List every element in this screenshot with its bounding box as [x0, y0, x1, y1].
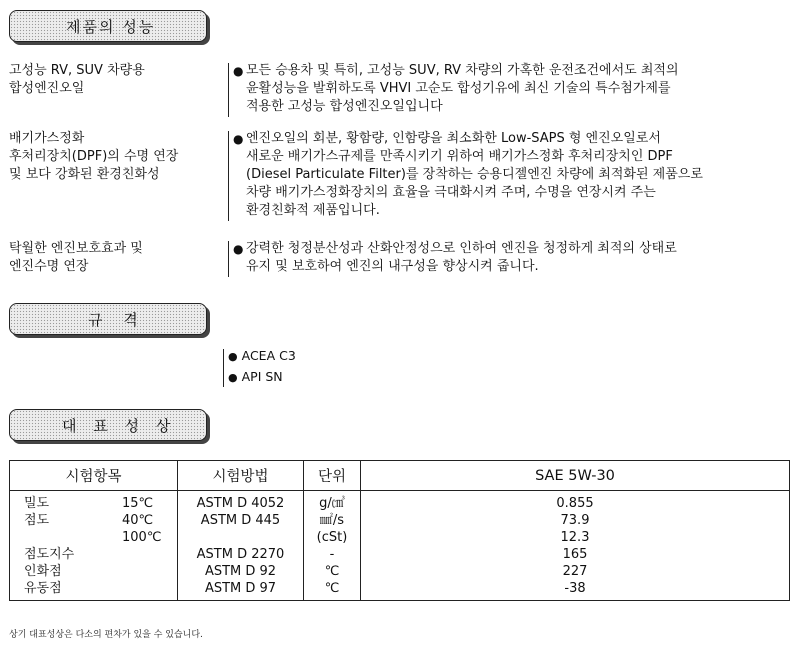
- performance-row: [9, 130, 794, 222]
- section-header-spec: [9, 303, 207, 335]
- item-cell: 유동점: [10, 580, 178, 601]
- performance-row: [9, 240, 794, 278]
- column-header: 단위: [304, 461, 361, 491]
- unit-cell: g/㎤: [304, 491, 361, 513]
- performance-description: ● 모든 승용차 및 특히, 고성능 SUV, RV 차량의 가혹한 운전조건에서도 최적의 윤활성능을 발휘하도록 VHVI 고순도 합성기유에 최신 기술의 특수첨가제를 적용한 고성능 합성엔진오일입니다: [233, 63, 679, 114]
- table-row: [10, 580, 790, 601]
- section-header-properties: [9, 409, 207, 441]
- value-cell: 12.3: [361, 529, 790, 546]
- method-cell: ASTM D 445: [178, 512, 304, 529]
- item-cell: 점도 40℃: [10, 512, 178, 529]
- bullet-icon: ●: [233, 242, 244, 256]
- divider-line: [223, 349, 224, 387]
- method-cell: ASTM D 97: [178, 580, 304, 601]
- table-row: [10, 546, 790, 563]
- unit-cell: ℃: [304, 563, 361, 580]
- performance-label: 고성능 RV, SUV 차량용 합성엔진오일: [9, 63, 145, 96]
- properties-table: [9, 460, 790, 601]
- method-cell: ASTM D 4052: [178, 491, 304, 513]
- column-header: SAE 5W-30: [361, 461, 790, 491]
- performance-row: [9, 62, 794, 118]
- table-row: [10, 491, 790, 513]
- performance-label: 탁월한 엔진보호효과 및 엔진수명 연장: [9, 241, 143, 274]
- table-header-row: [10, 461, 790, 491]
- unit-cell: ℃: [304, 580, 361, 601]
- section-title-spec: 규 격: [88, 311, 146, 329]
- section-title-performance: 제품의 성능: [66, 18, 156, 36]
- value-cell: 227: [361, 563, 790, 580]
- method-cell: ASTM D 92: [178, 563, 304, 580]
- spec-item: ● API SN: [228, 369, 283, 384]
- item-cell: 밀도 15℃: [10, 491, 178, 513]
- performance-description: ● 강력한 청정분산성과 산화안정성으로 인하여 엔진을 청정하게 최적의 상태로 유지 및 보호하여 엔진의 내구성을 향상시켜 줍니다.: [233, 241, 677, 274]
- bullet-icon: ●: [233, 132, 244, 146]
- item-cell: 인화점: [10, 563, 178, 580]
- method-cell: ASTM D 2270: [178, 546, 304, 563]
- method-cell: [178, 529, 304, 546]
- column-header: 시험항목: [10, 461, 178, 491]
- performance-description: ● 엔진오일의 회분, 황함량, 인함량을 최소화한 Low-SAPS 형 엔진오일로서 새로운 배기가스규제를 만족시키기 위하여 배기가스정화 후처리장치인 DPF (Diesel Particulate Filter)를 장착하는 승용디젤엔진 차량에 최적화된 제품으로 차량 배기가스정화장치의 효율을 극대화시켜 주며, 수명을 연장시켜 주는 환경친화적 제품입니다.: [233, 131, 703, 218]
- section-header-performance: [9, 10, 207, 42]
- performance-label: 배기가스정화 후처리장치(DPF)의 수명 연장 및 보다 강화된 환경친화성: [9, 131, 179, 182]
- item-cell: 점도지수: [10, 546, 178, 563]
- value-cell: -38: [361, 580, 790, 601]
- spec-item: ● ACEA C3: [228, 348, 296, 363]
- table-row: [10, 529, 790, 546]
- value-cell: 165: [361, 546, 790, 563]
- unit-cell: (cSt): [304, 529, 361, 546]
- divider-line: [228, 241, 229, 277]
- table-row: [10, 563, 790, 580]
- section-title-properties: 대 표 성 상: [62, 417, 177, 435]
- value-cell: 73.9: [361, 512, 790, 529]
- bullet-icon: ●: [228, 350, 238, 363]
- spec-list: [228, 346, 296, 388]
- bullet-icon: ●: [228, 371, 238, 384]
- unit-cell: ㎟/s: [304, 512, 361, 529]
- footnote: 상기 대표성상은 다소의 편차가 있을 수 있습니다.: [9, 630, 203, 640]
- bullet-icon: ●: [233, 64, 244, 78]
- table-row: [10, 512, 790, 529]
- unit-cell: -: [304, 546, 361, 563]
- divider-line: [228, 131, 229, 221]
- value-cell: 0.855: [361, 491, 790, 513]
- divider-line: [228, 63, 229, 117]
- column-header: 시험방법: [178, 461, 304, 491]
- item-cell: 100℃: [10, 529, 178, 546]
